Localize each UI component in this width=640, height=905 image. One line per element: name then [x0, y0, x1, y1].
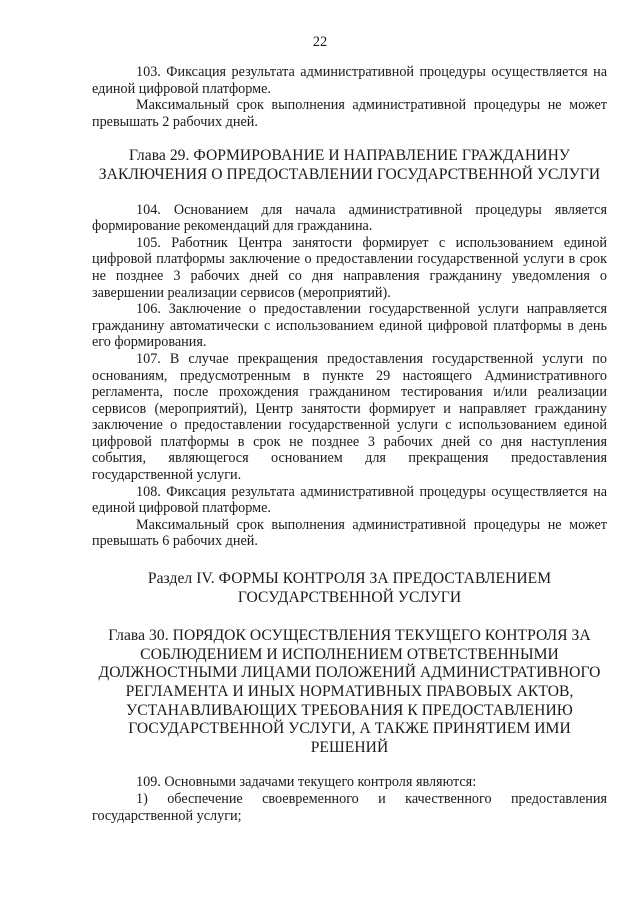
paragraph-109: 109. Основными задачами текущего контроля являются:: [136, 774, 477, 791]
paragraph-108: 108. Фиксация результата административной процедуры осуществляется на единой цифровой платформе.: [92, 483, 607, 517]
chapter-30-heading: Глава 30. ПОРЯДОК ОСУЩЕСТВЛЕНИЯ ТЕКУЩЕГО КОНТРОЛЯ ЗА СОБЛЮДЕНИЕМ И ИСПОЛНЕНИЕМ ОТВЕТСТВЕННЫМИ ДОЛЖНОСТНЫМИ ЛИЦАМИ ПОЛОЖЕНИЙ АДМИНИСТРАТИВНОГО РЕГЛАМЕНТА И ИНЫХ НОРМАТИВНЫХ ПРАВОВЫХ АКТОВ, УСТАНАВЛИВАЮЩИХ ТРЕБОВАНИЯ К ПРЕДОСТАВЛЕНИЮ ГОСУДАРСТВЕННОЙ УСЛУГИ, А ТАКЖЕ ПРИНЯТИЕМ ИМИ РЕШЕНИЙ: [98, 627, 601, 756]
paragraph-103: 103. Фиксация результата административной процедуры осуществляется на единой цифровой платформе.: [92, 64, 607, 97]
paragraph-104: 104. Основанием для начала административной процедуры является формирование рекомендаций для гражданина.: [92, 201, 607, 235]
document-body: [92, 64, 607, 824]
chapter-29-heading: Глава 29. ФОРМИРОВАНИЕ И НАПРАВЛЕНИЕ ГРАЖДАНИНУ ЗАКЛЮЧЕНИЯ О ПРЕДОСТАВЛЕНИИ ГОСУДАРСТВЕННОЙ УСЛУГИ: [98, 147, 601, 183]
section-iv-heading: Раздел IV. ФОРМЫ КОНТРОЛЯ ЗА ПРЕДОСТАВЛЕНИЕМ ГОСУДАРСТВЕННОЙ УСЛУГИ: [147, 570, 552, 606]
paragraph-105: 105. Работник Центра занятости формирует с использованием единой цифровой платформы заключение о предоставлении государственной услуги в срок не позднее 3 рабочих дней со дня направления гражданину уведомления о завершении реализации сервисов (мероприятий).: [92, 234, 607, 301]
paragraph-103-deadline: Максимальный срок выполнения административной процедуры не может превышать 2 рабочих дней.: [92, 97, 607, 130]
paragraph-109-item-1: 1) обеспечение своевременного и качественного предоставления государственной услуги;: [92, 790, 607, 824]
paragraph-107: 107. В случае прекращения предоставления государственной услуги по основаниям, предусмотренным в пункте 29 настоящего Административного регламента, после прохождения гражданином тестирования и/или реализации сервисов (мероприятий), Центр занятости формирует и направляет гражданину заключение о предоставлении государственной услуги с использованием единой цифровой платформы в срок не позднее 3 рабочих дней со дня наступления события, являющегося основанием для прекращения предоставления государственной услуги.: [92, 350, 607, 484]
page-number: 22: [312, 34, 328, 50]
paragraph-108-deadline: Максимальный срок выполнения административной процедуры не может превышать 6 рабочих дней.: [92, 516, 607, 550]
paragraph-106: 106. Заключение о предоставлении государственной услуги направляется гражданину автоматически с использованием единой цифровой платформы в день его формирования.: [92, 301, 607, 351]
